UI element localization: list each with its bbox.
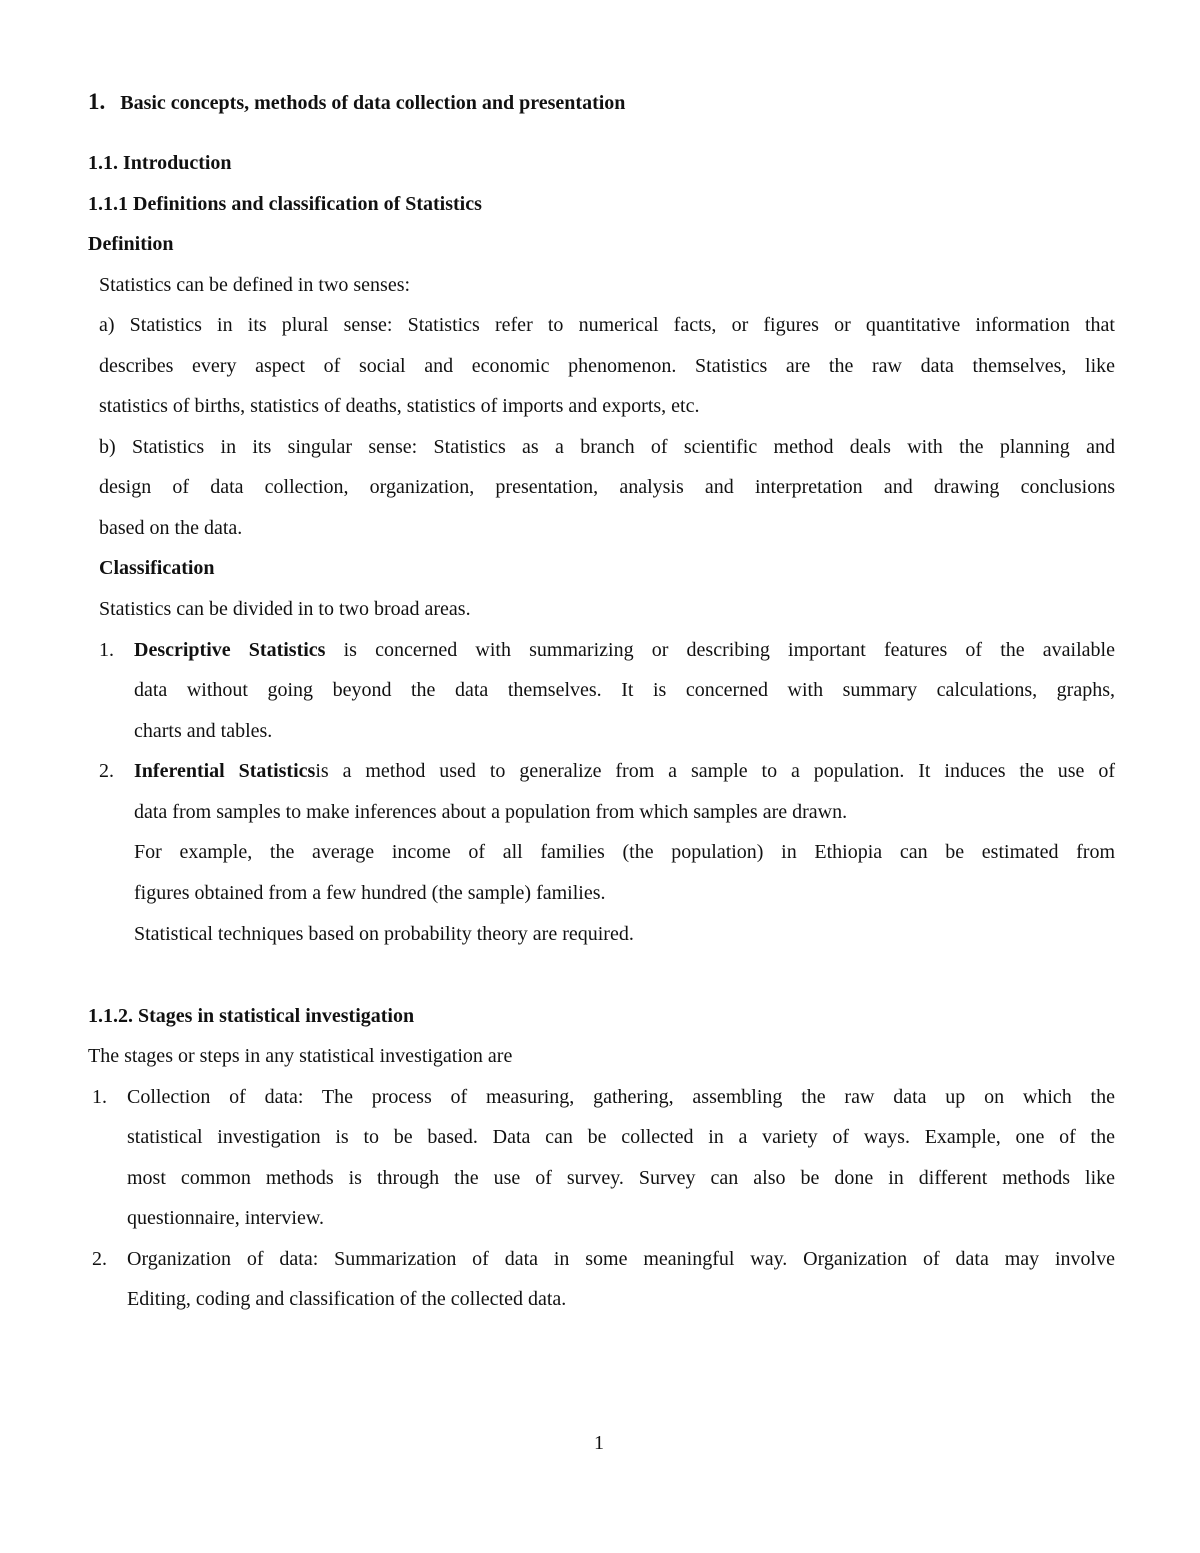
class-item-2-line-2: data from samples to make inferences about a population from which samples are drawn. xyxy=(134,801,848,823)
definition-intro: Statistics can be defined in two senses: xyxy=(99,274,411,296)
definition-b-line-1: b) Statistics in its singular sense: Statistics as a branch of scientific method deals with the planning and xyxy=(99,436,1115,458)
class-item-2-example-line-1: For example, the average income of all families (the population) in Ethiopia can be estimated from xyxy=(134,841,1115,863)
stage-2-line-1: Organization of data: Summarization of data in some meaningful way. Organization of data may involve xyxy=(127,1248,1115,1270)
class-item-2-note: Statistical techniques based on probability theory are required. xyxy=(134,923,634,945)
stage-1-line-1: Collection of data: The process of measuring, gathering, assembling the raw data up on which the xyxy=(127,1086,1115,1108)
stage-1-number: 1. xyxy=(92,1086,107,1108)
class-item-2-example-line-2: figures obtained from a few hundred (the sample) families. xyxy=(134,882,606,904)
main-heading-number: 1. xyxy=(88,89,106,114)
stage-2-number: 2. xyxy=(92,1248,107,1270)
stage-1-line-3: most common methods is through the use of survey. Survey can also be done in different methods like xyxy=(127,1167,1115,1189)
stages-intro: The stages or steps in any statistical investigation are xyxy=(88,1045,513,1067)
definition-a-line-3: statistics of births, statistics of deaths, statistics of imports and exports, etc. xyxy=(99,395,700,417)
definition-a-line-1: a) Statistics in its plural sense: Statistics refer to numerical facts, or figures or quantitative information that xyxy=(99,314,1115,336)
section-definitions-heading: 1.1.1 Definitions and classification of Statistics xyxy=(88,193,482,215)
class-item-1-line-3: charts and tables. xyxy=(134,720,273,742)
main-heading xyxy=(88,90,625,115)
definition-label: Definition xyxy=(88,233,174,255)
page-number: 1 xyxy=(594,1432,604,1454)
class-item-2-term: Inferential Statistics xyxy=(134,760,316,782)
main-heading-text: Basic concepts, methods of data collection and presentation xyxy=(120,92,626,114)
class-item-1-line-1-text: is concerned with summarizing or describing important features of the available xyxy=(325,639,1115,661)
section-introduction-heading: 1.1. Introduction xyxy=(88,152,232,174)
class-item-2-line-1-text: is a method used to generalize from a sample to a population. It induces the use of xyxy=(315,760,1115,782)
class-item-1-number: 1. xyxy=(99,639,114,661)
classification-label: Classification xyxy=(99,557,215,579)
classification-intro: Statistics can be divided in to two broad areas. xyxy=(99,598,471,620)
section-stages-heading: 1.1.2. Stages in statistical investigation xyxy=(88,1005,415,1027)
stage-2-line-2: Editing, coding and classification of the collected data. xyxy=(127,1288,567,1310)
stage-1-line-4: questionnaire, interview. xyxy=(127,1207,324,1229)
class-item-2-line-1 xyxy=(134,759,1115,783)
class-item-1-line-2: data without going beyond the data themselves. It is concerned with summary calculations, graphs, xyxy=(134,679,1115,701)
definition-a-line-2: describes every aspect of social and economic phenomenon. Statistics are the raw data themselves, like xyxy=(99,355,1115,377)
class-item-1-line-1 xyxy=(134,638,1115,662)
definition-b-line-2: design of data collection, organization, presentation, analysis and interpretation and drawing conclusions xyxy=(99,476,1115,498)
stage-1-line-2: statistical investigation is to be based. Data can be collected in a variety of ways. Example, one of the xyxy=(127,1126,1115,1148)
class-item-2-number: 2. xyxy=(99,760,114,782)
class-item-1-term: Descriptive Statistics xyxy=(134,639,326,661)
definition-b-line-3: based on the data. xyxy=(99,517,243,539)
